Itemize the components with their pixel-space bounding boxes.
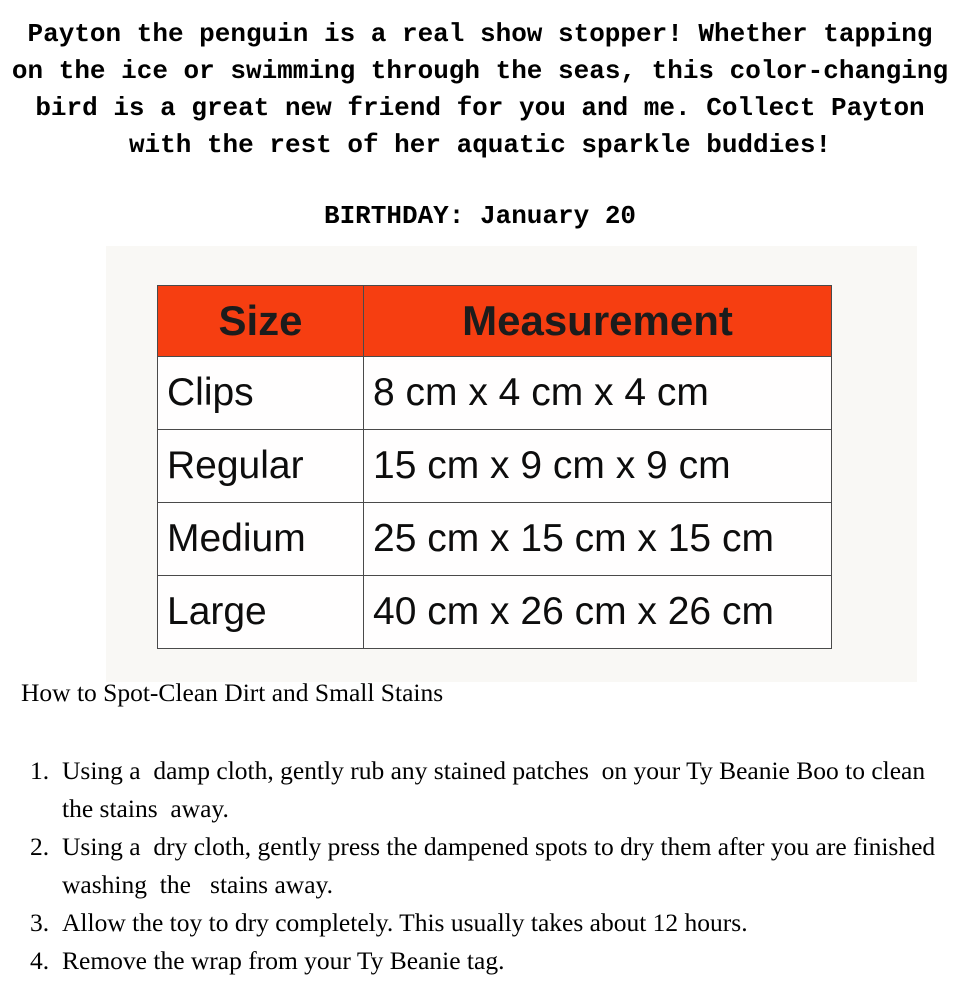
list-item-text: Remove the wrap from your Ty Beanie tag. xyxy=(62,946,505,975)
list-item-number: 1. xyxy=(30,756,50,785)
size-cell: Medium xyxy=(158,503,364,576)
list-item xyxy=(30,828,942,904)
list-item-text: Using a dry cloth, gently press the dampened spots to dry them after you are finished washing the stains away. xyxy=(62,832,942,899)
table-row xyxy=(158,503,832,576)
size-cell: Regular xyxy=(158,430,364,503)
measurement-cell: 8 cm x 4 cm x 4 cm xyxy=(364,357,832,430)
intro-line: with the rest of her aquatic sparkle buddies! xyxy=(128,130,832,160)
intro-line: bird is a great new friend for you and me. Collect Payton xyxy=(35,93,925,123)
list-item-number: 2. xyxy=(30,832,50,861)
intro-line: Payton the penguin is a real show stopper! Whether tapping xyxy=(27,19,933,49)
measurement-cell: 40 cm x 26 cm x 26 cm xyxy=(364,576,832,649)
size-cell: Large xyxy=(158,576,364,649)
list-item xyxy=(30,942,942,980)
birthday-line: BIRTHDAY: January 20 xyxy=(323,201,637,231)
list-item-text: Allow the toy to dry completely. This usually takes about 12 hours. xyxy=(62,908,748,937)
list-item xyxy=(30,752,942,828)
measurement-cell: 25 cm x 15 cm x 15 cm xyxy=(364,503,832,576)
cleaning-section-heading: How to Spot-Clean Dirt and Small Stains xyxy=(21,678,444,707)
list-item-text: Using a damp cloth, gently rub any stained patches on your Ty Beanie Boo to clean the stains away. xyxy=(62,756,932,823)
list-item-number: 4. xyxy=(30,946,50,975)
size-cell: Clips xyxy=(158,357,364,430)
intro-paragraph xyxy=(0,16,960,164)
size-table-header-row xyxy=(158,286,832,357)
list-item xyxy=(30,904,942,942)
table-row xyxy=(158,357,832,430)
size-table xyxy=(157,285,832,649)
cleaning-steps-list xyxy=(30,752,942,980)
table-row xyxy=(158,430,832,503)
list-item-number: 3. xyxy=(30,908,50,937)
intro-line: on the ice or swimming through the seas, this color-changing xyxy=(11,56,949,86)
table-row xyxy=(158,576,832,649)
measurement-cell: 15 cm x 9 cm x 9 cm xyxy=(364,430,832,503)
measurement-column-header: Measurement xyxy=(364,286,832,357)
size-column-header: Size xyxy=(158,286,364,357)
